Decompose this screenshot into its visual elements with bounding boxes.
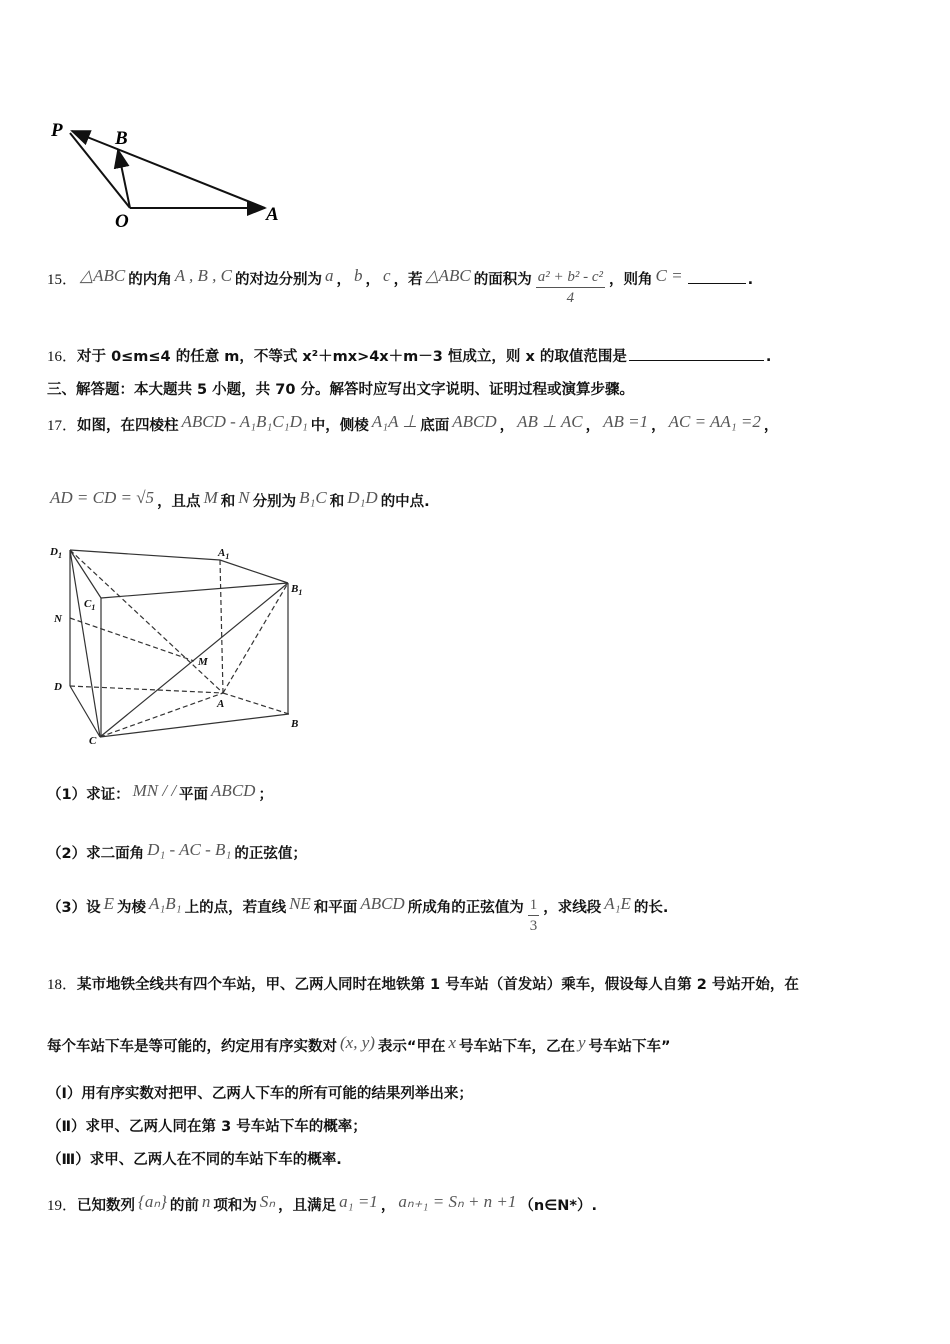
label-o: O (115, 211, 129, 232)
fraction (536, 268, 605, 307)
text-segment: 表示“甲在 (377, 1039, 446, 1055)
text-segment: 号车站下车” (588, 1039, 671, 1055)
text-segment: （1）求证： (47, 787, 130, 803)
question-number: 19． (47, 1198, 78, 1214)
text-segment: 的内角 (128, 272, 172, 288)
question-18-part-3 (47, 1148, 342, 1169)
text-segment: ， (380, 1198, 396, 1214)
math-expression: AD = CD = √5 (50, 488, 155, 507)
fraction-denominator: 4 (566, 290, 575, 306)
math-expression: ABCD (211, 781, 256, 800)
math-expression: ABCD (452, 412, 497, 431)
text-segment: 的面积为 (473, 272, 532, 288)
dashed-edges (70, 550, 289, 737)
vector-figure (40, 110, 300, 235)
text-segment: 的前 (169, 1198, 199, 1214)
question-17-part-3 (47, 896, 668, 935)
question-19 (47, 1194, 597, 1215)
math-expression: AB ⊥ AC (517, 412, 583, 431)
text-segment: 的中点. (380, 494, 430, 510)
label-d: D (54, 681, 62, 693)
math-expression: A₁B₁ (148, 894, 182, 913)
question-16 (47, 345, 771, 366)
label-b1: $B_1$ (291, 583, 303, 597)
text-segment: ，则角 (609, 272, 653, 288)
text-segment: 对于 0≤m≤4 的任意 m，不等式 x²＋mx>4x＋m－3 恒成立，则 x 的取值范围是 (77, 349, 627, 365)
text-segment: 为棱 (116, 900, 146, 916)
math-expression: a₁ =1 (339, 1192, 378, 1211)
question-number: 15． (47, 272, 78, 288)
text-segment: ， (365, 272, 381, 288)
question-18 (47, 973, 799, 994)
text-segment: 和 (220, 494, 236, 510)
question-number: 16． (47, 349, 78, 365)
math-expression: {aₙ} (138, 1192, 167, 1211)
text-segment: 的长. (633, 900, 669, 916)
math-expression: y (578, 1033, 586, 1052)
math-expression: A , B , C (174, 266, 233, 285)
text-segment: 和平面 (313, 900, 358, 916)
text-segment: ，且点 (157, 494, 201, 510)
math-expression: △ABC (80, 266, 126, 285)
text-segment: 某市地铁全线共有四个车站，甲、乙两人同时在地铁第 1 号车站（首发站）乘车，假设每人自第 2 号站开始，在 (77, 977, 799, 993)
question-18-part-2 (47, 1115, 367, 1136)
question-15 (47, 268, 753, 307)
math-expression: a (325, 266, 334, 285)
label-m: M (198, 656, 208, 668)
question-number: 18． (47, 977, 78, 993)
math-expression: M (203, 488, 218, 507)
text-segment: （Ⅰ）用有序实数对把甲、乙两人下车的所有可能的结果列举出来； (47, 1086, 473, 1102)
math-expression: x (448, 1033, 456, 1052)
text-segment: 平面 (179, 787, 209, 803)
text-segment: 中，侧棱 (310, 418, 369, 434)
text-segment: 如图，在四棱柱 (77, 418, 179, 434)
label-c1: $C_1$ (84, 598, 96, 612)
question-17-part-2 (47, 842, 307, 863)
math-expression: D₁D (347, 488, 378, 507)
text-segment: ； (258, 787, 273, 803)
prism-figure (40, 535, 320, 750)
text-segment: （n∈N*）. (519, 1198, 597, 1214)
question-18-part-1 (47, 1082, 473, 1103)
text-segment: 分别为 (252, 494, 297, 510)
text-segment: ， (651, 418, 666, 434)
math-expression: Sₙ (259, 1192, 276, 1211)
question-17-part-1 (47, 783, 273, 804)
question-18-convention (47, 1035, 671, 1056)
math-expression: c (383, 266, 391, 285)
math-expression: A₁A ⊥ (371, 412, 418, 431)
label-n: N (54, 613, 62, 625)
fraction (528, 896, 540, 935)
text-segment: ，求线段 (543, 900, 602, 916)
text-segment: 底面 (420, 418, 450, 434)
math-expression: B₁C (299, 488, 327, 507)
math-expression: △ABC (425, 266, 471, 285)
text-segment: 每个车站下车是等可能的，约定用有序实数对 (47, 1039, 337, 1055)
math-expression: (x, y) (340, 1033, 375, 1052)
text-segment: （Ⅲ）求甲、乙两人在不同的车站下车的概率. (47, 1152, 342, 1168)
math-expression: NE (289, 894, 311, 913)
math-expression: A₁E (604, 894, 631, 913)
answer-blank (629, 360, 764, 361)
fraction-denominator: 3 (529, 918, 538, 934)
text-segment: 和 (329, 494, 345, 510)
text-segment: . (747, 272, 754, 288)
math-expression: aₙ₊₁ = Sₙ + n +1 (398, 1192, 517, 1211)
text-segment: 号车站下车，乙在 (459, 1039, 575, 1055)
fraction-numerator: a² + b² - c² (536, 268, 605, 288)
text-segment: 所成角的正弦值为 (407, 900, 524, 916)
text-segment: 三、解答题：本大题共 5 小题，共 70 分。解答时应写出文字说明、证明过程或演算步骤。 (47, 382, 634, 398)
question-17 (47, 414, 778, 435)
math-expression: b (354, 266, 363, 285)
text-segment: （3）设 (47, 900, 101, 916)
label-d1: $D_1$ (50, 546, 62, 560)
math-expression: ABCD (360, 894, 405, 913)
section-heading (47, 378, 634, 399)
text-segment: ， (763, 418, 779, 434)
question-17-conditions (47, 490, 430, 511)
text-segment: 的对边分别为 (235, 272, 323, 288)
vector-ap (72, 131, 265, 208)
label-a: A (266, 204, 279, 225)
label-p: P (51, 120, 63, 141)
fraction-numerator: 1 (528, 896, 540, 916)
text-segment: 项和为 (213, 1198, 257, 1214)
text-segment: . (765, 349, 772, 365)
text-segment: ， (336, 272, 352, 288)
label-a: A (217, 698, 225, 710)
text-segment: （Ⅱ）求甲、乙两人同在第 3 号车站下车的概率； (47, 1119, 367, 1135)
text-segment: 的正弦值； (234, 846, 307, 862)
text-segment: ， (585, 418, 601, 434)
label-b: B (291, 718, 299, 730)
math-expression: AC = AA₁ =2 (668, 412, 761, 431)
label-c: C (89, 735, 97, 747)
math-expression: N (238, 488, 250, 507)
math-expression: AB =1 (603, 412, 649, 431)
answer-blank (688, 283, 746, 284)
text-segment: ，且满足 (278, 1198, 337, 1214)
label-b: B (115, 128, 128, 149)
math-expression: ABCD - A₁B₁C₁D₁ (181, 412, 308, 431)
text-segment: ， (499, 418, 515, 434)
text-segment: （2）求二面角 (47, 846, 145, 862)
math-expression: E (103, 894, 114, 913)
text-segment: ，若 (393, 272, 423, 288)
math-expression: n (201, 1192, 211, 1211)
math-expression: D₁ - AC - B₁ (147, 840, 232, 859)
math-expression: C = (655, 266, 683, 285)
text-segment: 已知数列 (77, 1198, 136, 1214)
text-segment: 上的点，若直线 (184, 900, 287, 916)
label-a1: $A_1$ (218, 547, 230, 561)
question-number: 17． (47, 418, 78, 434)
math-expression: MN / / (132, 781, 177, 800)
